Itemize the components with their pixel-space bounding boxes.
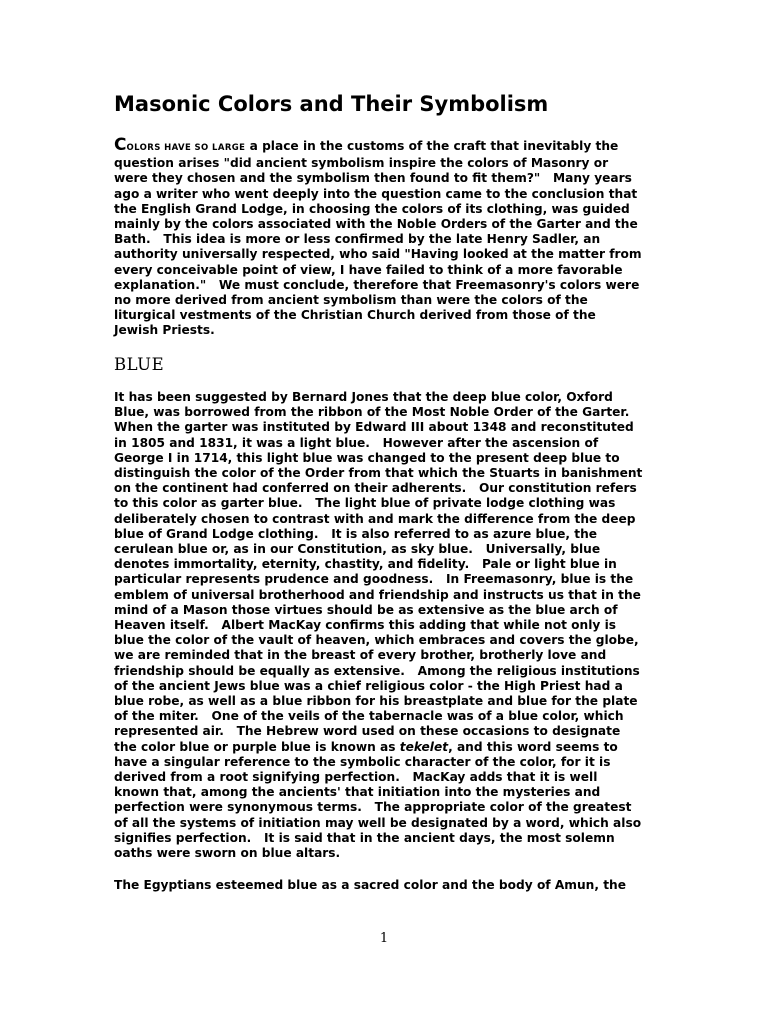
blue-line-tekelet: [114, 740, 642, 755]
blue-line: perfection were synonymous terms. The appropriate color of the greatest: [114, 800, 632, 815]
tekelet-line-start: the color blue or purple blue is known as: [114, 739, 400, 754]
blue-line: derived from a root signifying perfection. MacKay adds that it is well: [114, 770, 598, 785]
intro-line: ago a writer who went deeply into the question came to the conclusion that: [114, 186, 638, 201]
tekelet-word: tekelet: [399, 739, 449, 754]
blue-line: of the ancient Jews blue was a chief religious color - the High Priest had a: [114, 678, 623, 693]
intro-line: [114, 135, 642, 156]
blue-line: we are reminded that in the breast of every brother, brotherly love and: [114, 648, 607, 663]
intro-line: the English Grand Lodge, in choosing the colors of its clothing, was guided: [114, 201, 630, 216]
blue-line: in 1805 and 1831, it was a light blue. However after the ascension of: [114, 435, 599, 450]
blue-line: known that, among the ancients' that initiation into the mysteries and: [114, 785, 601, 800]
blue-line: emblem of universal brotherhood and friendship and instructs us that in the: [114, 587, 641, 602]
page-title: Masonic Colors and Their Symbolism: [114, 92, 549, 116]
blue-line: Blue, was borrowed from the ribbon of the Most Noble Order of the Garter.: [114, 405, 630, 420]
blue-line: When the garter was instituted by Edward III about 1348 and reconstituted: [114, 420, 634, 435]
intro-line-text: a place in the customs of the craft that inevitably the: [245, 139, 619, 153]
small-caps-text: OLORS HAVE SO LARGE: [126, 143, 246, 153]
blue-line: cerulean blue or, as in our Constitution, as sky blue. Universally, blue: [114, 542, 601, 557]
blue-line: oaths were sworn on blue altars.: [114, 846, 341, 861]
blue-line: on the continent had conferred on their adherents. Our constitution refers: [114, 481, 637, 496]
blue-line: friendship should be equally as extensive. Among the religious institutions: [114, 663, 640, 678]
blue-line: particular represents prudence and goodness. In Freemasonry, blue is the: [114, 572, 634, 587]
blue-line: mind of a Mason those virtues should be as extensive as the blue arch of: [114, 602, 618, 617]
blue-line: blue the color of the vault of heaven, which embraces and covers the globe,: [114, 633, 639, 648]
blue-line: blue robe, as well as a blue ribbon for his breastplate and blue for the plate: [114, 694, 638, 709]
intro-line: mainly by the colors associated with the Noble Orders of the Garter and the: [114, 217, 638, 232]
intro-line: liturgical vestments of the Christian Church derived from those of the: [114, 308, 596, 323]
blue-line: denotes immortality, eternity, chastity, and fidelity. Pale or light blue in: [114, 557, 617, 572]
blue-paragraph: [114, 390, 642, 861]
page-number: 1: [379, 931, 389, 946]
blue-line: deliberately chosen to contrast with and mark the difference from the deep: [114, 511, 636, 526]
blue-line: distinguish the color of the Order from that which the Stuarts in banishment: [114, 466, 643, 481]
intro-line: Jewish Priests.: [114, 323, 215, 338]
drop-cap-letter: C: [114, 135, 127, 155]
blue-line: signifies perfection. It is said that in the ancient days, the most solemn: [114, 830, 615, 845]
intro-line: every conceivable point of view, I have failed to think of a more favorable: [114, 262, 623, 277]
blue-line: have a singular reference to the symbolic character of the color, for it is: [114, 754, 611, 769]
blue-line: blue of Grand Lodge clothing. It is also referred to as azure blue, the: [114, 526, 598, 541]
tekelet-line-end: , and this word seems to: [448, 739, 618, 754]
blue-line: to this color as garter blue. The light blue of private lodge clothing was: [114, 496, 616, 511]
blue-line: of the miter. One of the veils of the tabernacle was of a blue color, which: [114, 709, 624, 724]
blue-line: represented air. The Hebrew word used on these occasions to designate: [114, 724, 621, 739]
intro-line: explanation." We must conclude, therefore that Freemasonry's colors were: [114, 277, 640, 292]
intro-line: authority universally respected, who said "Having looked at the matter from: [114, 247, 642, 262]
blue-line: Heaven itself. Albert MacKay confirms this adding that while not only is: [114, 618, 616, 633]
intro-line: were they chosen and the symbolism then found to fit them?" Many years: [114, 171, 632, 186]
section-heading-blue: BLUE: [114, 355, 165, 374]
blue-line: George I in 1714, this light blue was changed to the present deep blue to: [114, 450, 620, 465]
intro-paragraph: [114, 135, 642, 339]
intro-line: Bath. This idea is more or less confirmed by the late Henry Sadler, an: [114, 232, 601, 247]
blue-line: It has been suggested by Bernard Jones that the deep blue color, Oxford: [114, 390, 613, 404]
blue-line: of all the systems of initiation may well be designated by a word, which also: [114, 815, 642, 830]
egypt-paragraph: [114, 878, 626, 893]
intro-line: no more derived from ancient symbolism than were the colors of the: [114, 293, 588, 308]
intro-line: question arises "did ancient symbolism inspire the colors of Masonry or: [114, 156, 609, 171]
egypt-line: The Egyptians esteemed blue as a sacred color and the body of Amun, the: [114, 878, 626, 892]
